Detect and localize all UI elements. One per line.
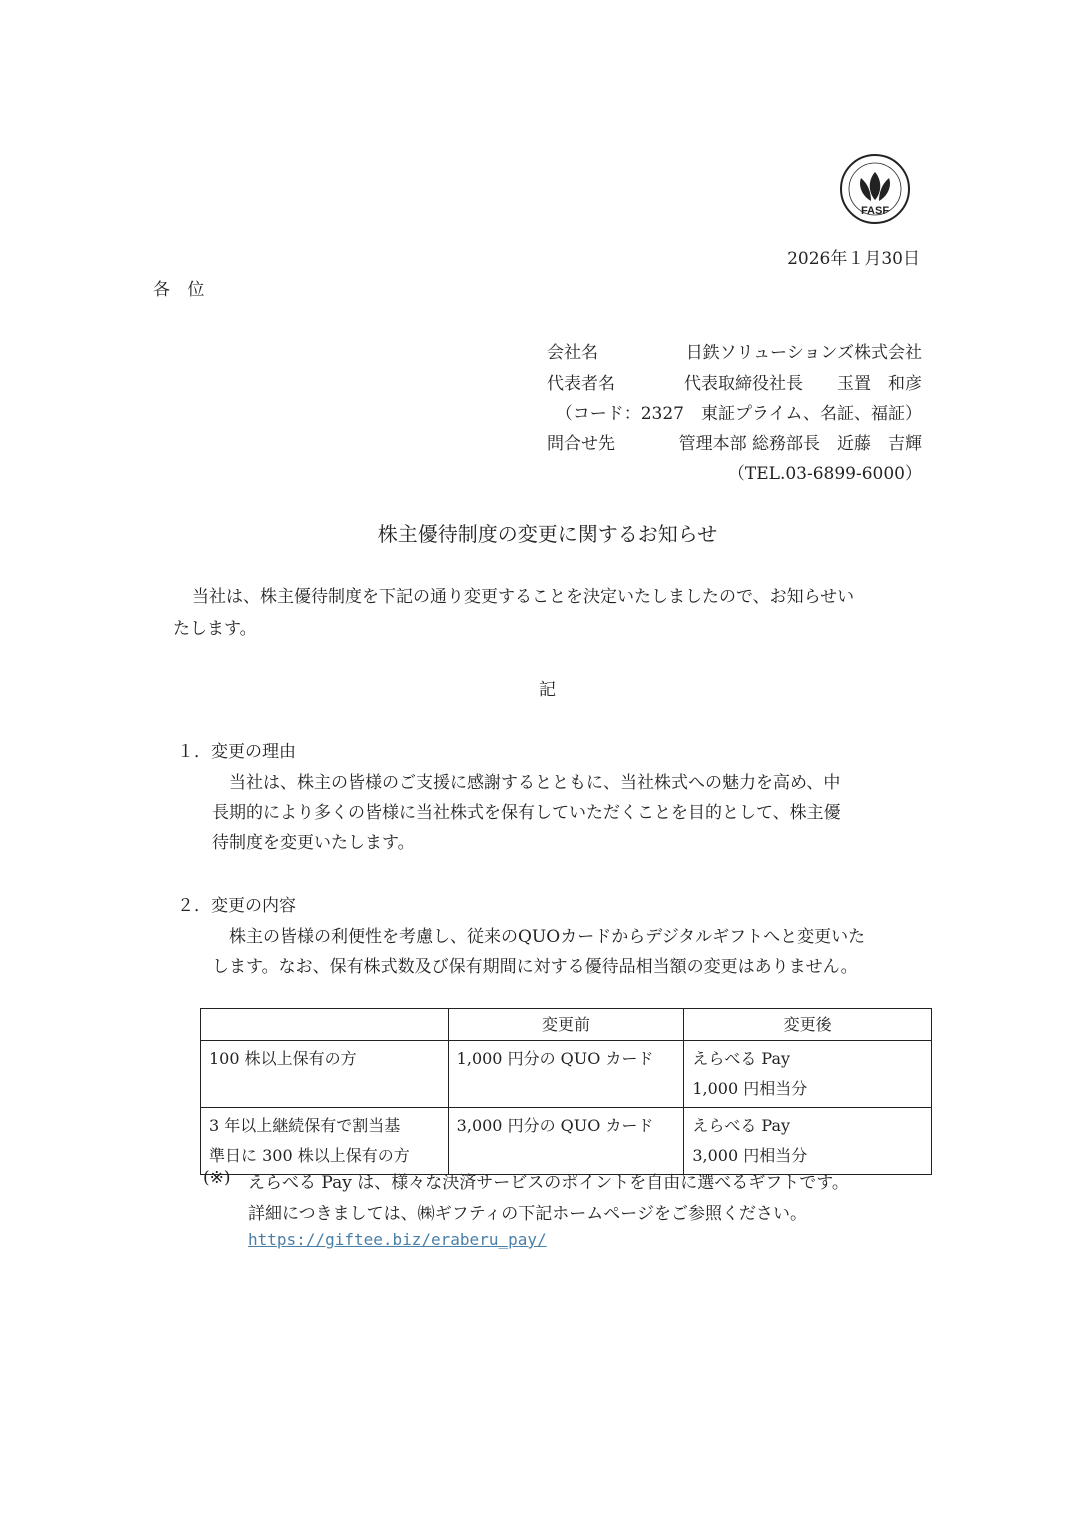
section-2-line: 株主の皆様の利便性を考慮し、従来のQUOカードからデジタルギフトへと変更いた (212, 927, 866, 947)
table-cell-after: えらべる Pay 3,000 円相当分 (684, 1108, 932, 1175)
giftee-link[interactable]: https://giftee.biz/eraberu_pay/ (248, 1230, 547, 1249)
contact-value: 管理本部 総務部長 近藤 吉輝 (678, 434, 922, 454)
section-1-line: 待制度を変更いたします。 (212, 833, 415, 853)
page-title: 株主優待制度の変更に関するお知らせ (377, 522, 718, 546)
representative-value: 代表取締役社長 玉置 和彦 (684, 374, 922, 394)
section-1-heading: １．変更の理由 (177, 742, 296, 762)
addressee: 各 位 (153, 280, 211, 300)
logo-text: FASF (860, 205, 890, 217)
representative-label: 代表者名 (547, 374, 615, 394)
fasf-seal-icon (838, 152, 912, 226)
ki-heading: 記 (539, 680, 556, 700)
note-mark: (※) (203, 1168, 231, 1188)
company-value: 日鉄ソリューションズ株式会社 (685, 343, 922, 363)
table-cell-condition: 3 年以上継続保有で割当基 準日に 300 株以上保有の方 (201, 1108, 449, 1175)
table-row (201, 1108, 932, 1175)
table-header-row (201, 1009, 932, 1041)
stock-code-line: （コード：2327 東証プライム、名証、福証） (555, 404, 922, 424)
table-header: 変更前 (448, 1009, 684, 1041)
contact-tel: （TEL.03-6899-6000） (727, 464, 922, 484)
section-1-line: 当社は、株主の皆様のご支援に感謝するとともに、当社株式への魅力を高め、中 (212, 773, 841, 793)
table-cell-after: えらべる Pay 1,000 円相当分 (684, 1041, 932, 1108)
benefit-table (200, 1008, 932, 1175)
section-2-heading: ２．変更の内容 (177, 896, 296, 916)
table-header (201, 1009, 449, 1041)
section-2-line: します。なお、保有株式数及び保有期間に対する優待品相当額の変更はありません。 (212, 957, 858, 977)
section-1-line: 長期的により多くの皆様に当社株式を保有していただくことを目的として、株主優 (212, 803, 841, 823)
note-line: 詳細につきましては、㈱ギフティの下記ホームページをご参照ください。 (248, 1204, 807, 1224)
table-header: 変更後 (684, 1009, 932, 1041)
table-row (201, 1041, 932, 1108)
company-label: 会社名 (547, 343, 598, 363)
table-cell-before: 1,000 円分の QUO カード (448, 1041, 684, 1108)
table-cell-before: 3,000 円分の QUO カード (448, 1108, 684, 1175)
intro-line: 当社は、株主優待制度を下記の通り変更することを決定いたしましたので、お知らせい (192, 587, 855, 607)
note-line: えらべる Pay は、様々な決済サービスのポイントを自由に選べるギフトです。 (248, 1173, 849, 1193)
intro-line: たします。 (173, 619, 257, 639)
contact-label: 問合せ先 (547, 434, 615, 454)
issue-date: 2026年１月30日 (787, 249, 920, 269)
table-cell-condition: 100 株以上保有の方 (201, 1041, 449, 1108)
